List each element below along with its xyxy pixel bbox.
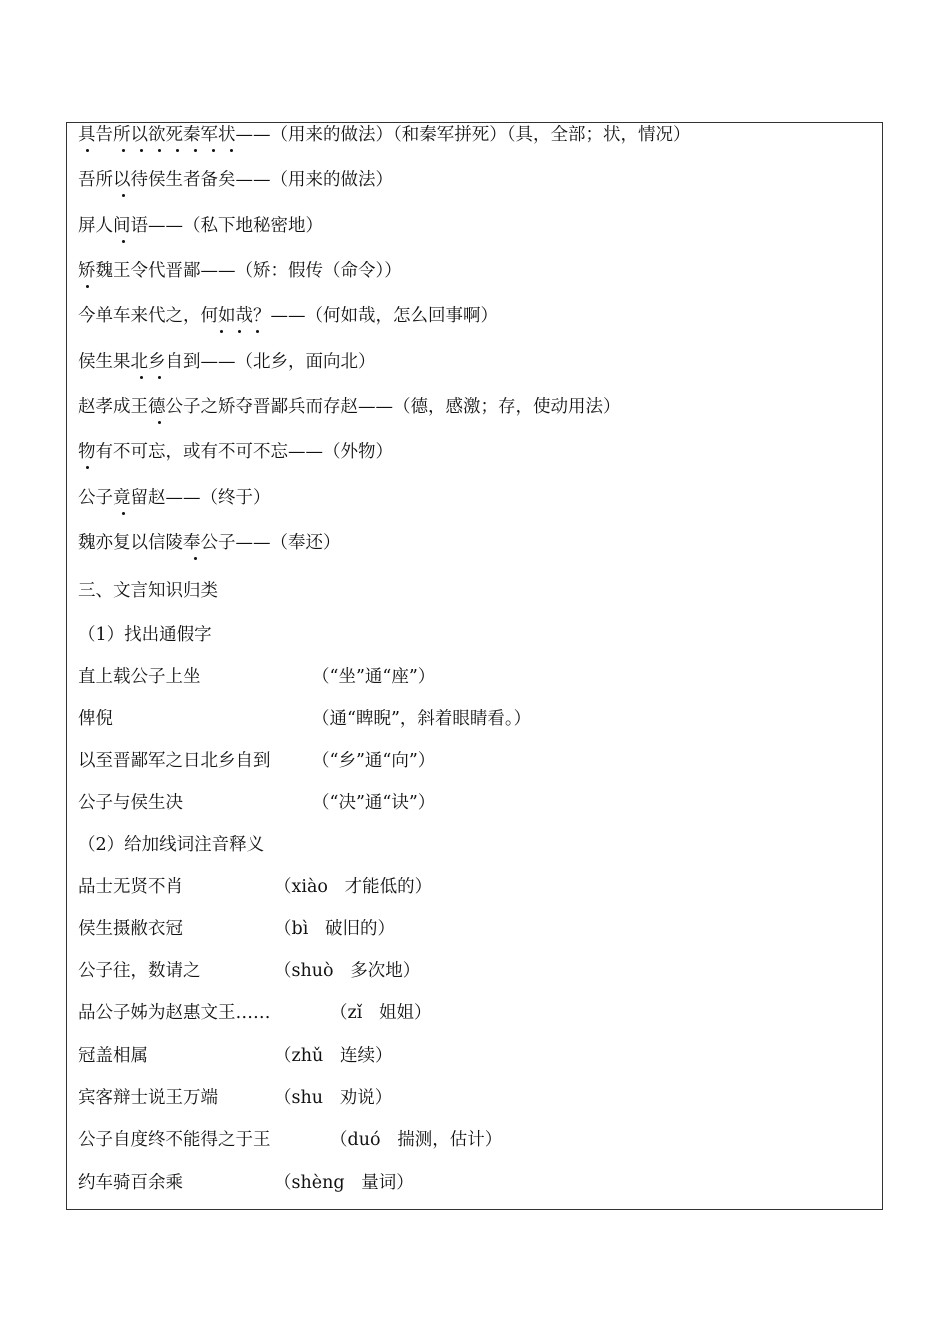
emphasis-dot xyxy=(86,149,89,152)
tongjia-text-1: 直上载公子上坐 xyxy=(78,667,201,687)
sentence-line-3: 屏人间语——（私下地秘密地） xyxy=(78,216,323,236)
emphasis-dot xyxy=(86,466,89,469)
zhuyin-note-1: （xiào 才能低的） xyxy=(274,877,433,897)
emphasis-dot xyxy=(140,149,143,152)
emphasis-dot xyxy=(86,285,89,288)
zhuyin-text-1: 品士无贤不肖 xyxy=(78,877,183,897)
emphasis-dot xyxy=(256,330,259,333)
emphasis-dot xyxy=(122,194,125,197)
sentence-line-4: 矫魏王令代晋鄙——（矫：假传（命令）） xyxy=(78,261,402,281)
zhuyin-text-6: 宾客辩士说王万端 xyxy=(78,1088,218,1108)
zhuyin-note-7: （duó 揣测，估计） xyxy=(330,1130,503,1150)
zhuyin-text-4: 品公子姊为赵惠文王…… xyxy=(78,1003,271,1023)
sentence-line-5: 今单车来代之，何如哉？——（何如哉，怎么回事啊） xyxy=(78,306,498,326)
emphasis-dot xyxy=(158,376,161,379)
tongjia-note-2: （通“睥睨”，斜着眼睛看。） xyxy=(312,709,532,729)
sentence-line-1: 具告所以欲死秦军状——（用来的做法）（和秦军拼死）（具，全部；状，情况） xyxy=(78,125,691,145)
emphasis-dot xyxy=(140,376,143,379)
subsection-heading-zhuyin: （2）给加线词注音释义 xyxy=(78,835,265,855)
zhuyin-note-4: （zǐ 姐姐） xyxy=(330,1003,432,1023)
zhuyin-note-5: （zhǔ 连续） xyxy=(274,1046,393,1066)
sentence-line-10: 魏亦复以信陵奉公子——（奉还） xyxy=(78,533,341,553)
emphasis-dot xyxy=(238,330,241,333)
zhuyin-note-6: （shu 劝说） xyxy=(274,1088,393,1108)
emphasis-dot xyxy=(230,149,233,152)
sentence-line-2: 吾所以待侯生者备矣——（用来的做法） xyxy=(78,170,393,190)
zhuyin-text-8: 约车骑百余乘 xyxy=(78,1173,183,1193)
zhuyin-text-7: 公子自度终不能得之于王 xyxy=(78,1130,271,1150)
tongjia-note-3: （“乡”通“向”） xyxy=(312,751,436,771)
sentence-line-6: 侯生果北乡自到——（北乡，面向北） xyxy=(78,352,376,372)
emphasis-dot xyxy=(194,149,197,152)
tongjia-note-4: （“决”通“诀”） xyxy=(312,793,436,813)
sentence-line-8: 物有不可忘，或有不可不忘——（外物） xyxy=(78,442,393,462)
subsection-heading-tongjia: （1）找出通假字 xyxy=(78,625,212,645)
emphasis-dot xyxy=(158,421,161,424)
tongjia-note-1: （“坐”通“座”） xyxy=(312,667,436,687)
emphasis-dot xyxy=(122,512,125,515)
section-heading: 三、文言知识归类 xyxy=(78,581,218,601)
tongjia-text-4: 公子与侯生决 xyxy=(78,793,183,813)
emphasis-dot xyxy=(220,330,223,333)
emphasis-dot xyxy=(194,557,197,560)
tongjia-text-2: 俾倪 xyxy=(78,709,113,729)
zhuyin-note-3: （shuò 多次地） xyxy=(274,961,421,981)
emphasis-dot xyxy=(158,149,161,152)
emphasis-dot xyxy=(122,240,125,243)
sentence-line-7: 赵孝成王德公子之矫夺晋鄙兵而存赵——（德，感激；存，使动用法） xyxy=(78,397,621,417)
zhuyin-note-2: （bì 破旧的） xyxy=(274,919,395,939)
zhuyin-text-5: 冠盖相属 xyxy=(78,1046,148,1066)
emphasis-dot xyxy=(212,149,215,152)
zhuyin-note-8: （shèng 量词） xyxy=(274,1173,414,1193)
emphasis-dot xyxy=(122,149,125,152)
tongjia-text-3: 以至晋鄙军之日北乡自到 xyxy=(78,751,271,771)
emphasis-dot xyxy=(176,149,179,152)
zhuyin-text-2: 侯生摄敝衣冠 xyxy=(78,919,183,939)
sentence-line-9: 公子竟留赵——（终于） xyxy=(78,488,271,508)
zhuyin-text-3: 公子往，数请之 xyxy=(78,961,201,981)
